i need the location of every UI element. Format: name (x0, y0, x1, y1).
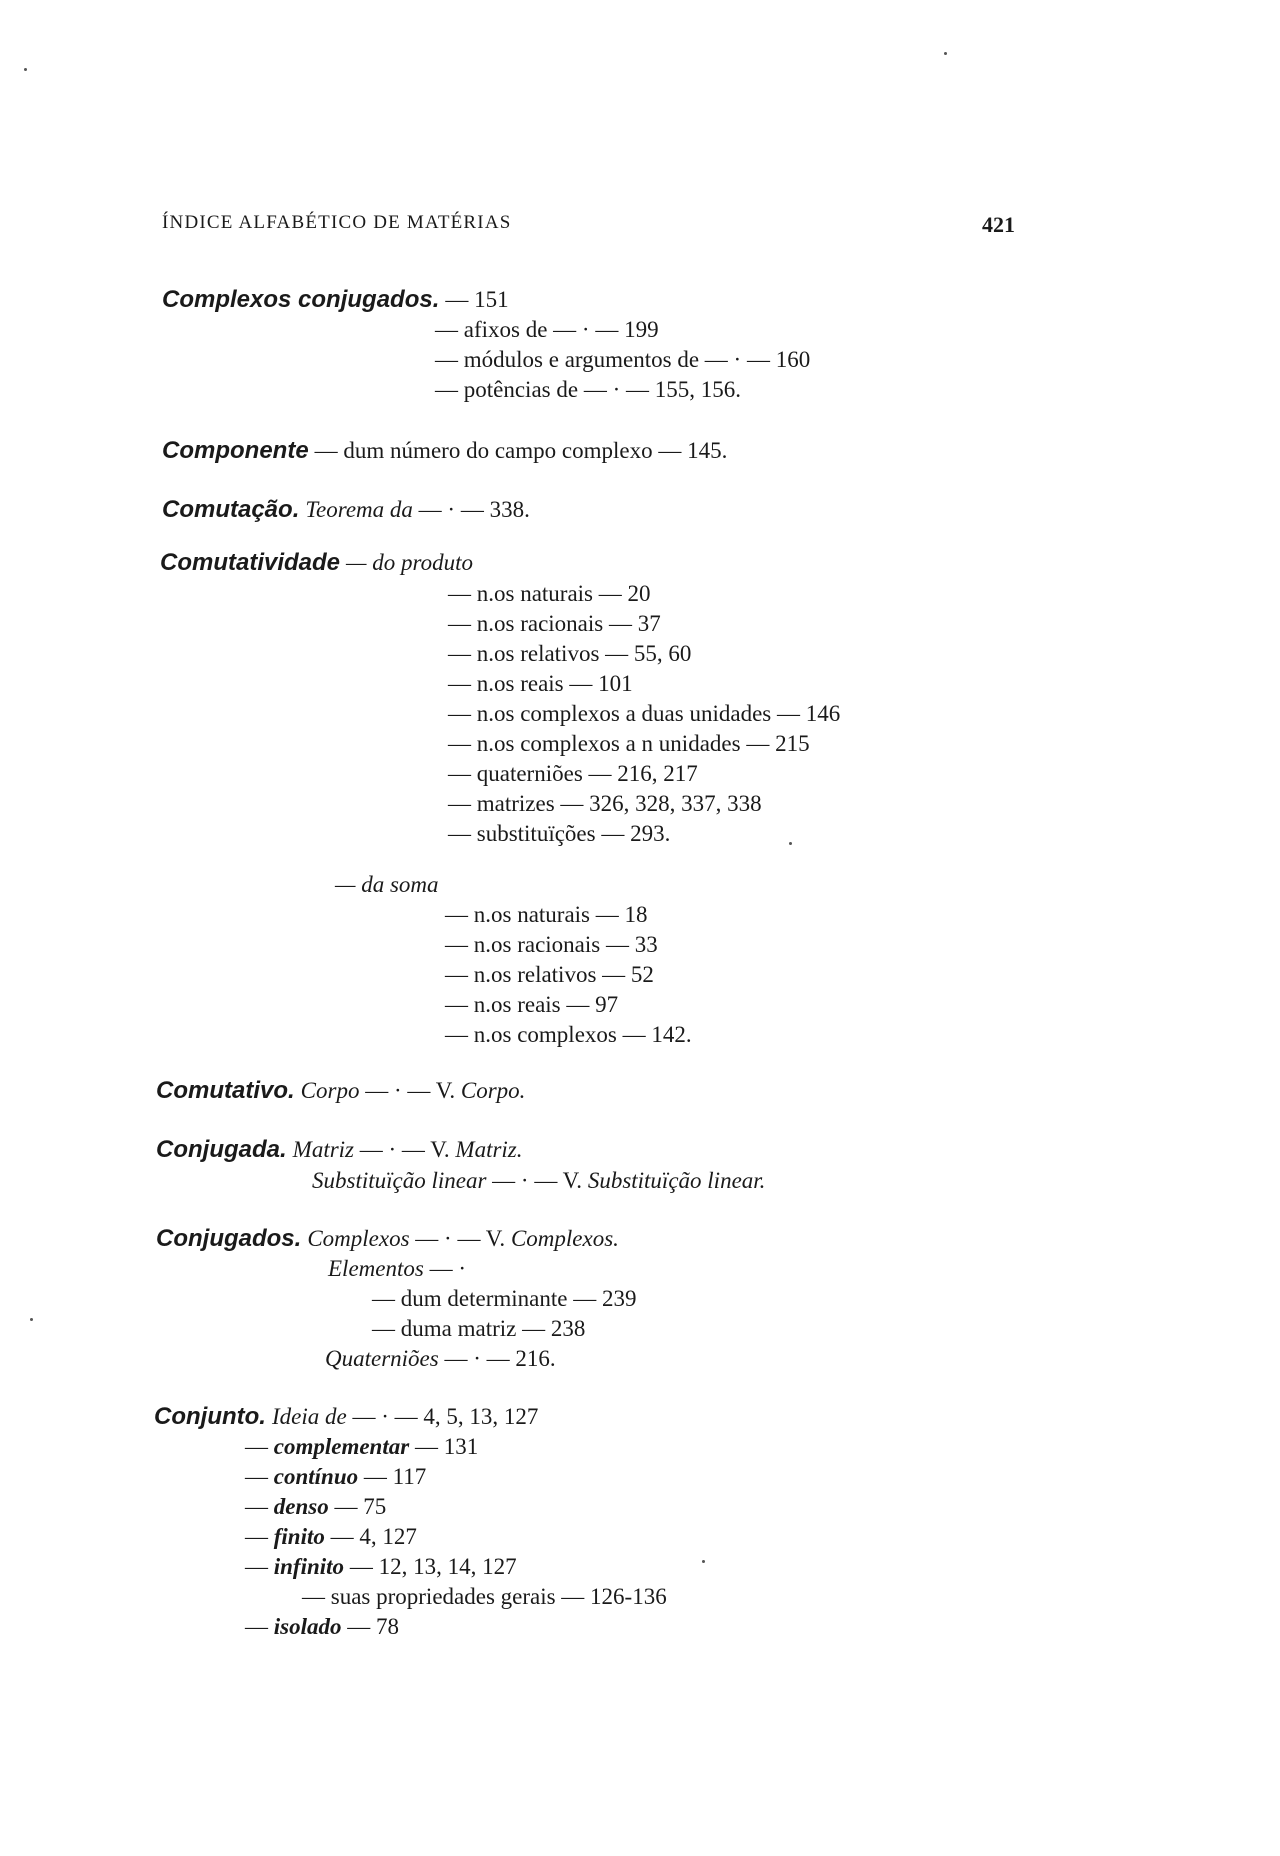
entry-term: Conjunto. (154, 1403, 266, 1430)
entry-text: — 151 (445, 287, 509, 312)
sub-entry-text: — 78 (341, 1614, 399, 1639)
entry-conjugada (156, 1136, 523, 1164)
entry-text: — · — V. (409, 1226, 511, 1251)
sub-entry: — n.os complexos a n unidades — 215 (448, 731, 810, 756)
sub-entry: — contínuo — 117 (245, 1464, 427, 1489)
sub-entry: — n.os reais — 97 (445, 992, 619, 1017)
entry-italic: Ideia de (271, 1404, 347, 1429)
entry-comutacao (162, 496, 530, 524)
sub-entry: — infinito — 12, 13, 14, 127 (245, 1554, 517, 1579)
entry-italic: Substituïção linear (312, 1168, 487, 1193)
entry-componente (162, 437, 727, 465)
sub-entry: — módulos e argumentos de — · — 160 (435, 347, 811, 372)
sub-entry-label: denso (273, 1494, 329, 1519)
sub-entry: — n.os reais — 101 (448, 671, 633, 696)
entry-italic: Quaterniões (325, 1346, 439, 1371)
entry-italic: Matriz (292, 1137, 355, 1162)
sub-entry-label: contínuo (273, 1464, 359, 1489)
sub-entry: — matrizes — 326, 328, 337, 338 (448, 791, 762, 816)
entry-text: — · — 216. (438, 1346, 556, 1371)
entry-text: — · — V. (354, 1137, 456, 1162)
scan-speck (789, 842, 792, 845)
sub-entry-text: — 117 (358, 1464, 427, 1489)
entry-subheading: — do produto (346, 550, 473, 575)
sub-entry-text: — 131 (409, 1434, 479, 1459)
sub-entry: — n.os racionais — 33 (445, 932, 658, 957)
entry-comutativo (156, 1077, 525, 1105)
entry-term: Conjugados. (156, 1225, 302, 1252)
sub-entry: — denso — 75 (245, 1494, 387, 1519)
entry-term: Conjugada. (156, 1136, 287, 1163)
running-header: ÍNDICE ALFABÉTICO DE MATÉRIAS (162, 212, 512, 233)
sub-entry-label: infinito (273, 1554, 345, 1579)
entry-text: — · — 338. (412, 497, 530, 522)
entry-subheading: — da soma (335, 872, 439, 897)
sub-entry: — n.os complexos a duas unidades — 146 (448, 701, 841, 726)
sub-entry: — n.os racionais — 37 (448, 611, 661, 636)
entry-term: Comutativo. (156, 1077, 295, 1104)
sub-sub-entry: — suas propriedades gerais — 126-136 (302, 1584, 667, 1609)
sub-entry: — dum determinante — 239 (372, 1286, 637, 1311)
sub-entry: — duma matriz — 238 (372, 1316, 586, 1341)
entry-comutatividade (160, 549, 473, 577)
entry-term: Complexos conjugados. (162, 286, 440, 313)
scan-speck (24, 68, 27, 71)
entry-italic: Complexos (307, 1226, 410, 1251)
entry-text: — · — 4, 5, 13, 127 (346, 1404, 539, 1429)
sub-entry-text: — 4, 127 (324, 1524, 417, 1549)
sub-entry: — n.os relativos — 55, 60 (448, 641, 692, 666)
sub-entry: — quaterniões — 216, 217 (448, 761, 698, 786)
entry-conjunto (154, 1403, 538, 1431)
entry-term: Comutatividade (160, 549, 341, 576)
entry-conjugados (156, 1225, 619, 1253)
sub-entry: — n.os naturais — 20 (448, 581, 651, 606)
sub-entry-label: finito (273, 1524, 325, 1549)
entry-italic: Corpo (300, 1078, 360, 1103)
entry-continuation (328, 1255, 466, 1283)
entry-term: Componente (162, 437, 309, 464)
entry-complexos-conjugados (162, 286, 509, 314)
sub-entry: — finito — 4, 127 (245, 1524, 417, 1549)
entry-text: — · — V. (486, 1168, 588, 1193)
entry-text: — · — V. (359, 1078, 461, 1103)
sub-entry: — potências de — · — 155, 156. (435, 377, 741, 402)
entry-reference: Corpo. (460, 1078, 526, 1103)
sub-entry-text: — 75 (328, 1494, 387, 1519)
sub-entry-text: — 12, 13, 14, 127 (344, 1554, 517, 1579)
entry-reference: Substituïção linear. (587, 1168, 766, 1193)
entry-continuation (325, 1345, 556, 1373)
sub-entry: — substituïções — 293. (448, 821, 671, 846)
entry-italic: Teorema da (305, 497, 413, 522)
scan-speck (702, 1560, 705, 1563)
entry-text: — dum número do campo complexo — 145. (314, 438, 728, 463)
scan-speck (944, 52, 947, 55)
entry-reference: Complexos. (510, 1226, 619, 1251)
sub-entry: — n.os relativos — 52 (445, 962, 654, 987)
entry-continuation (312, 1167, 765, 1195)
sub-entry: — complementar — 131 (245, 1434, 479, 1459)
sub-entry: — n.os naturais — 18 (445, 902, 648, 927)
sub-entry: — n.os complexos — 142. (445, 1022, 692, 1047)
sub-entry: — afixos de — · — 199 (435, 317, 659, 342)
entry-term: Comutação. (162, 496, 300, 523)
entry-text: — · (423, 1256, 466, 1281)
sub-entry: — isolado — 78 (245, 1614, 399, 1639)
entry-reference: Matriz. (455, 1137, 523, 1162)
page-number: 421 (982, 212, 1015, 237)
sub-entry-label: complementar (273, 1434, 410, 1459)
sub-entry-label: isolado (273, 1614, 342, 1639)
scan-speck (30, 1318, 33, 1321)
entry-italic: Elementos (328, 1256, 424, 1281)
